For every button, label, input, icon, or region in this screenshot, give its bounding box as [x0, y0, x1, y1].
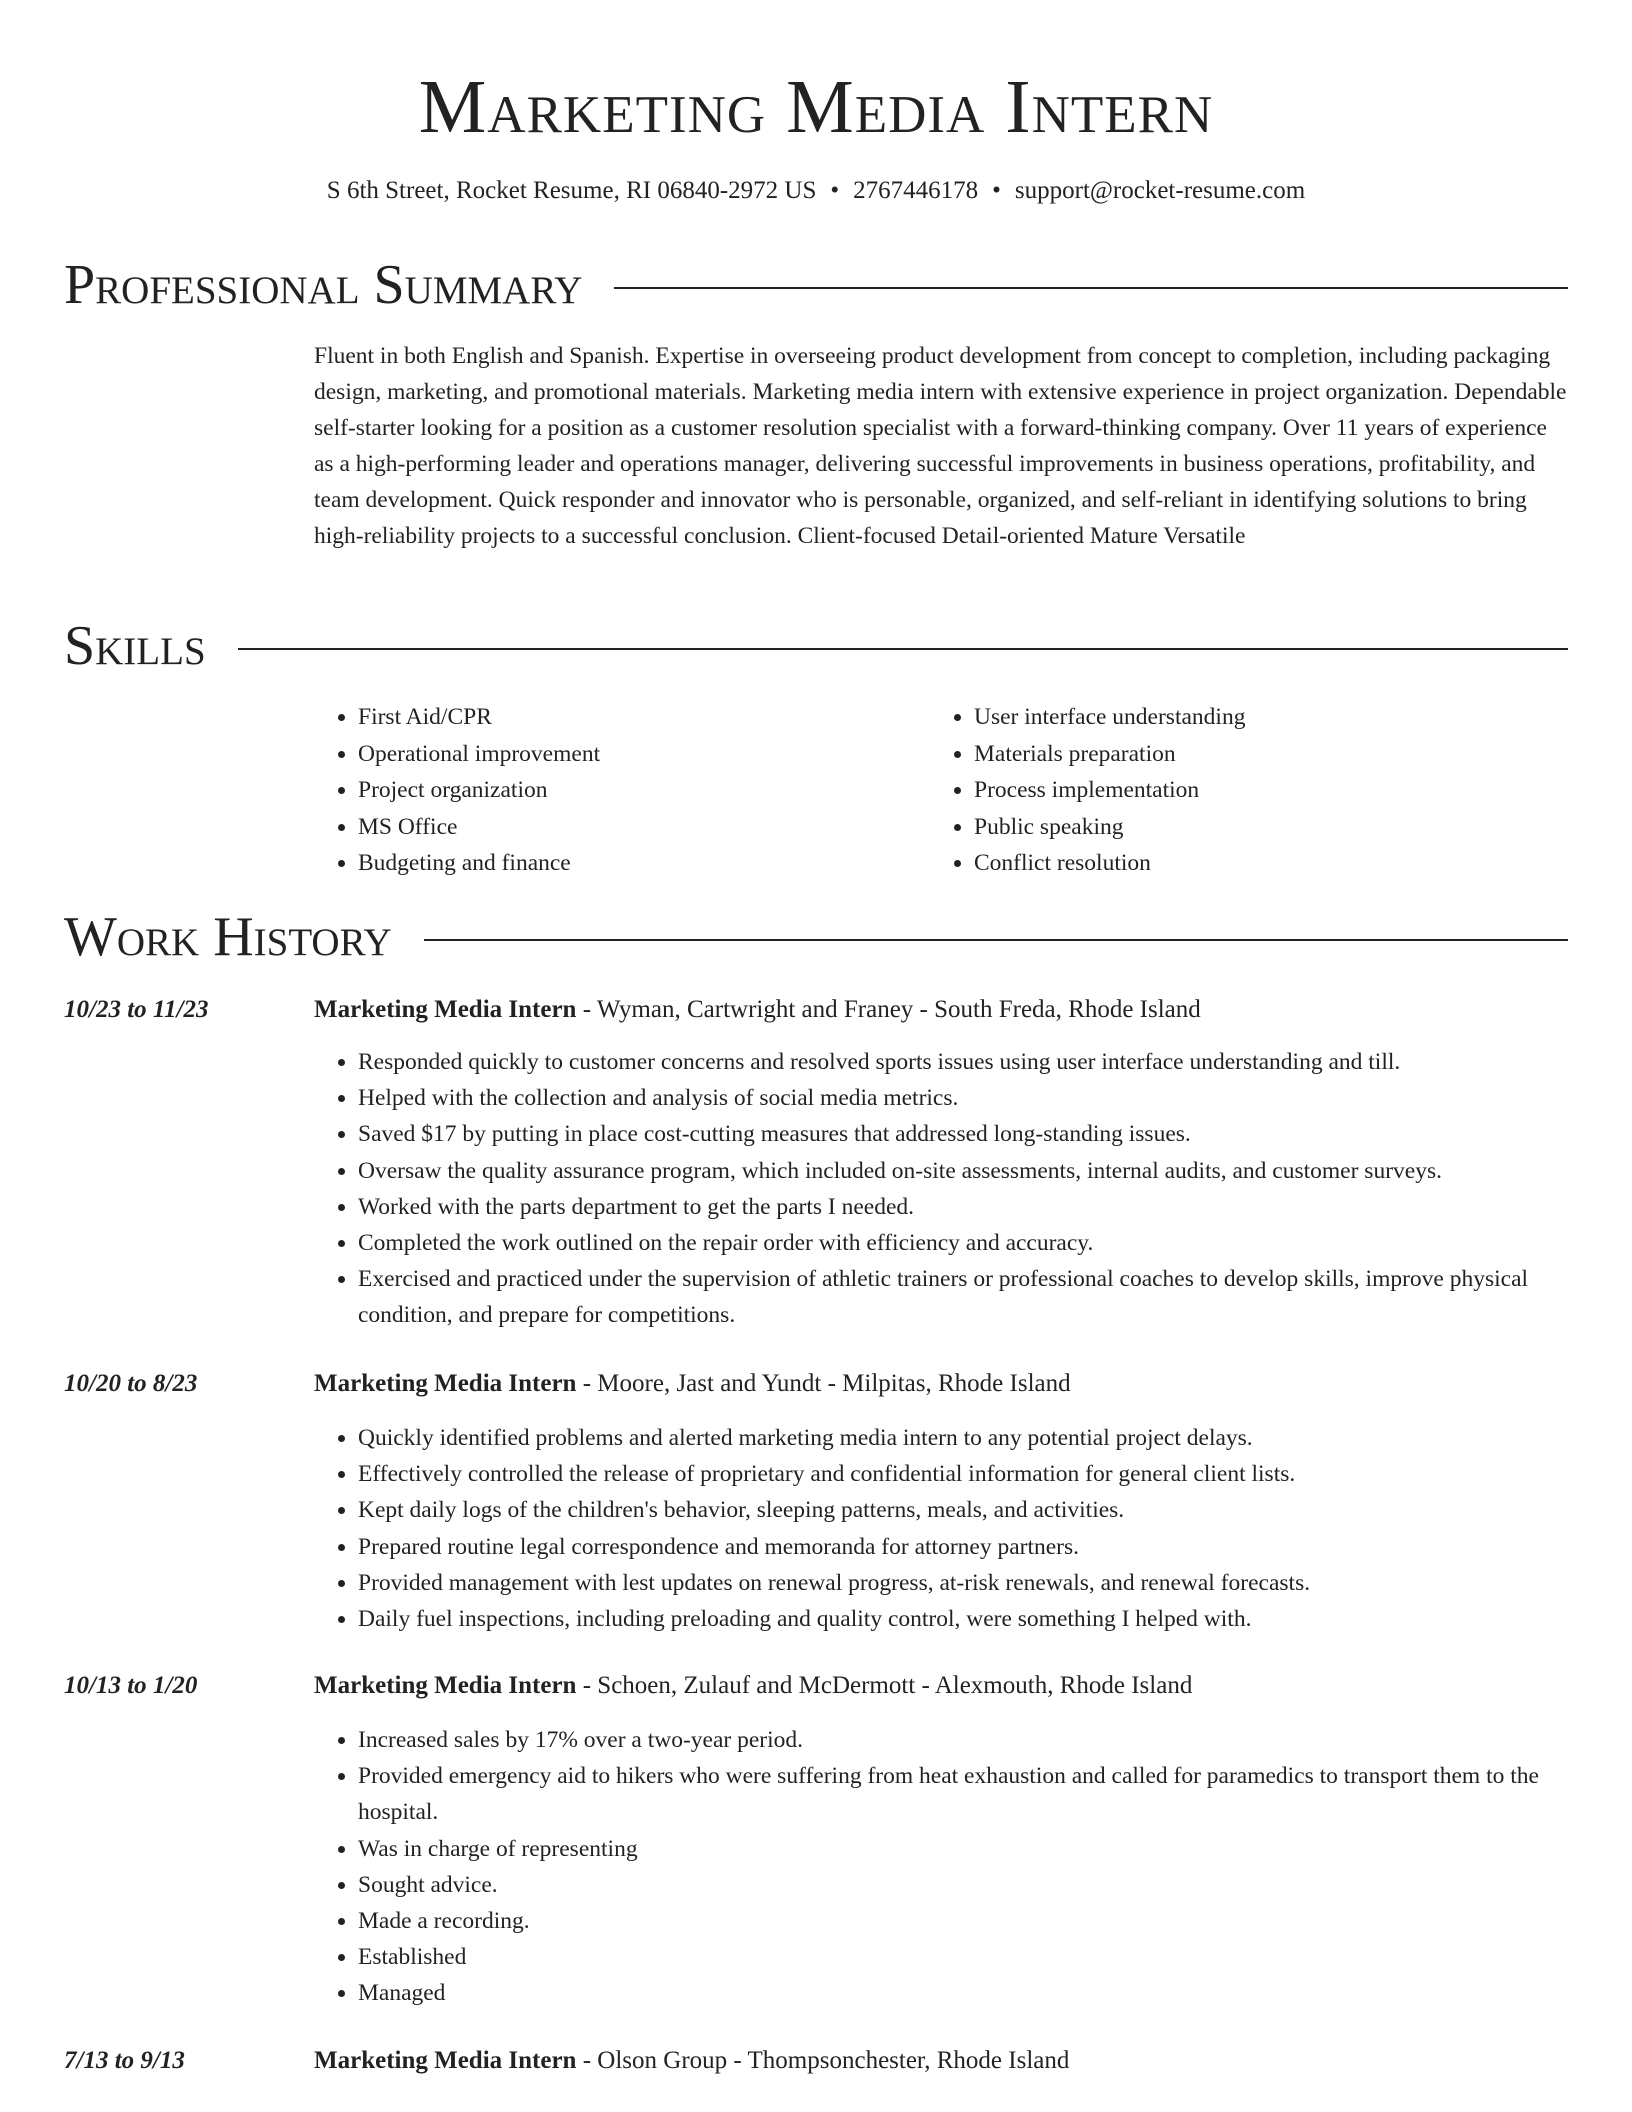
contact-separator: •: [992, 177, 1001, 204]
skill-item: • MS Office: [358, 809, 930, 846]
job-bullet: • Provided emergency aid to hikers who were suffering from heat exhaustion and called for paramedics to transport them to the hospital.: [358, 1758, 1570, 1830]
section-divider: [424, 939, 1568, 941]
contact-address: S 6th Street, Rocket Resume, RI 06840-2972 US: [326, 177, 817, 204]
job-bullet: • Sought advice.: [358, 1867, 1570, 1903]
job-bullet: • Increased sales by 17% over a two-year period.: [358, 1722, 1570, 1758]
job-bullet: • Saved $17 by putting in place cost-cutting measures that addressed long-standing issues.: [358, 1116, 1570, 1152]
job-title: Marketing Media Intern: [314, 1370, 577, 1397]
section-divider: [238, 648, 1568, 650]
resume-name: Marketing Media Intern: [418, 65, 1214, 149]
skill-item: • Materials preparation: [974, 736, 1546, 773]
job-dates: 10/23 to 11/23: [64, 996, 209, 1023]
job-bullet: • Kept daily logs of the children's behavior, sleeping patterns, meals, and activities.: [358, 1492, 1570, 1528]
job-bullet: • Prepared routine legal correspondence and memoranda for attorney partners.: [358, 1529, 1570, 1565]
skill-item: • User interface understanding: [974, 699, 1546, 736]
job-bullet: • Exercised and practiced under the supervision of athletic trainers or professional coaches to develop skills, improve physical condition, and prepare for competitions.: [358, 1261, 1570, 1333]
job-title-line: [314, 2043, 1069, 2079]
summary-text: Fluent in both English and Spanish. Expertise in overseeing product development from concept to completion, including packaging design, marketing, and promotional materials. Marketing media intern with extensive experience in project organization. Dependable self-starter looking for a position as a customer resolution specialist with a forward-thinking company. Over 11 years of experience as a high-performing leader and operations manager, delivering successful improvements in business operations, profitability, and team development. Quick responder and innovator who is personable, organized, and self-reliant in identifying solutions to bring high-reliability projects to a successful conclusion. Client-focused Detail-oriented Mature Versatile: [314, 343, 1567, 549]
skill-item: • First Aid/CPR: [358, 699, 930, 736]
summary-heading: Professional Summary: [64, 254, 583, 316]
job-bullet: • Established: [358, 1939, 1570, 1975]
job-title-line: [314, 1668, 1192, 1704]
work-heading: Work History: [64, 906, 392, 968]
contact-line: [0, 174, 1632, 208]
skill-item: • Conflict resolution: [974, 845, 1546, 882]
job-bullet: • Quickly identified problems and alerted marketing media intern to any potential project delays.: [358, 1420, 1570, 1456]
summary-section-header: [64, 253, 1568, 317]
contact-email: support@rocket-resume.com: [1014, 177, 1306, 204]
job-dates: 7/13 to 9/13: [64, 2047, 185, 2074]
skills-column-right: [930, 699, 1546, 882]
job-employer: - Wyman, Cartwright and Franey - South Freda, Rhode Island: [576, 996, 1201, 1023]
job-employer: - Moore, Jast and Yundt - Milpitas, Rhode Island: [576, 1370, 1071, 1397]
job-bullet: • Provided management with lest updates on renewal progress, at-risk renewals, and renewal forecasts.: [358, 1565, 1570, 1601]
contact-phone: 2767446178: [853, 177, 979, 204]
job-employer: - Olson Group - Thompsonchester, Rhode Island: [576, 2047, 1070, 2074]
job-dates: 10/13 to 1/20: [64, 1672, 198, 1699]
job-bullet: • Effectively controlled the release of proprietary and confidential information for general client lists.: [358, 1456, 1570, 1492]
job-bullets: [314, 1044, 1570, 1334]
skills-list: [314, 699, 1570, 882]
job-bullet: • Was in charge of representing: [358, 1831, 1570, 1867]
skill-item: • Budgeting and finance: [358, 845, 930, 882]
section-divider: [614, 287, 1568, 289]
skill-item: • Public speaking: [974, 809, 1546, 846]
job-bullet: • Worked with the parts department to get the parts I needed.: [358, 1189, 1570, 1225]
job-title-line: [314, 992, 1201, 1028]
skill-item: • Process implementation: [974, 772, 1546, 809]
job-dates: 10/20 to 8/23: [64, 1370, 198, 1397]
job-bullet: • Responded quickly to customer concerns and resolved sports issues using user interface understanding and till.: [358, 1044, 1570, 1080]
skills-column-left: [314, 699, 930, 882]
contact-separator: •: [830, 177, 840, 204]
job-bullet: • Completed the work outlined on the repair order with efficiency and accuracy.: [358, 1225, 1570, 1261]
job-bullet: • Made a recording.: [358, 1903, 1570, 1939]
job-bullets: [314, 1722, 1570, 2012]
skills-section-header: [64, 614, 1568, 678]
job-bullet: • Daily fuel inspections, including preloading and quality control, were something I helped with.: [358, 1601, 1570, 1637]
skill-item: • Project organization: [358, 772, 930, 809]
job-title: Marketing Media Intern: [314, 1672, 577, 1699]
job-title: Marketing Media Intern: [314, 2047, 577, 2074]
skills-heading: Skills: [64, 615, 206, 677]
job-title-line: [314, 1366, 1071, 1402]
job-bullet: • Helped with the collection and analysis of social media metrics.: [358, 1080, 1570, 1116]
job-bullets: [314, 1420, 1570, 1637]
job-title: Marketing Media Intern: [314, 996, 577, 1023]
job-bullet: • Managed: [358, 1975, 1570, 2011]
job-employer: - Schoen, Zulauf and McDermott - Alexmouth, Rhode Island: [576, 1672, 1193, 1699]
work-section-header: [64, 905, 1568, 969]
job-bullet: • Oversaw the quality assurance program, which included on-site assessments, internal audits, and customer surveys.: [358, 1153, 1570, 1189]
skill-item: • Operational improvement: [358, 736, 930, 773]
